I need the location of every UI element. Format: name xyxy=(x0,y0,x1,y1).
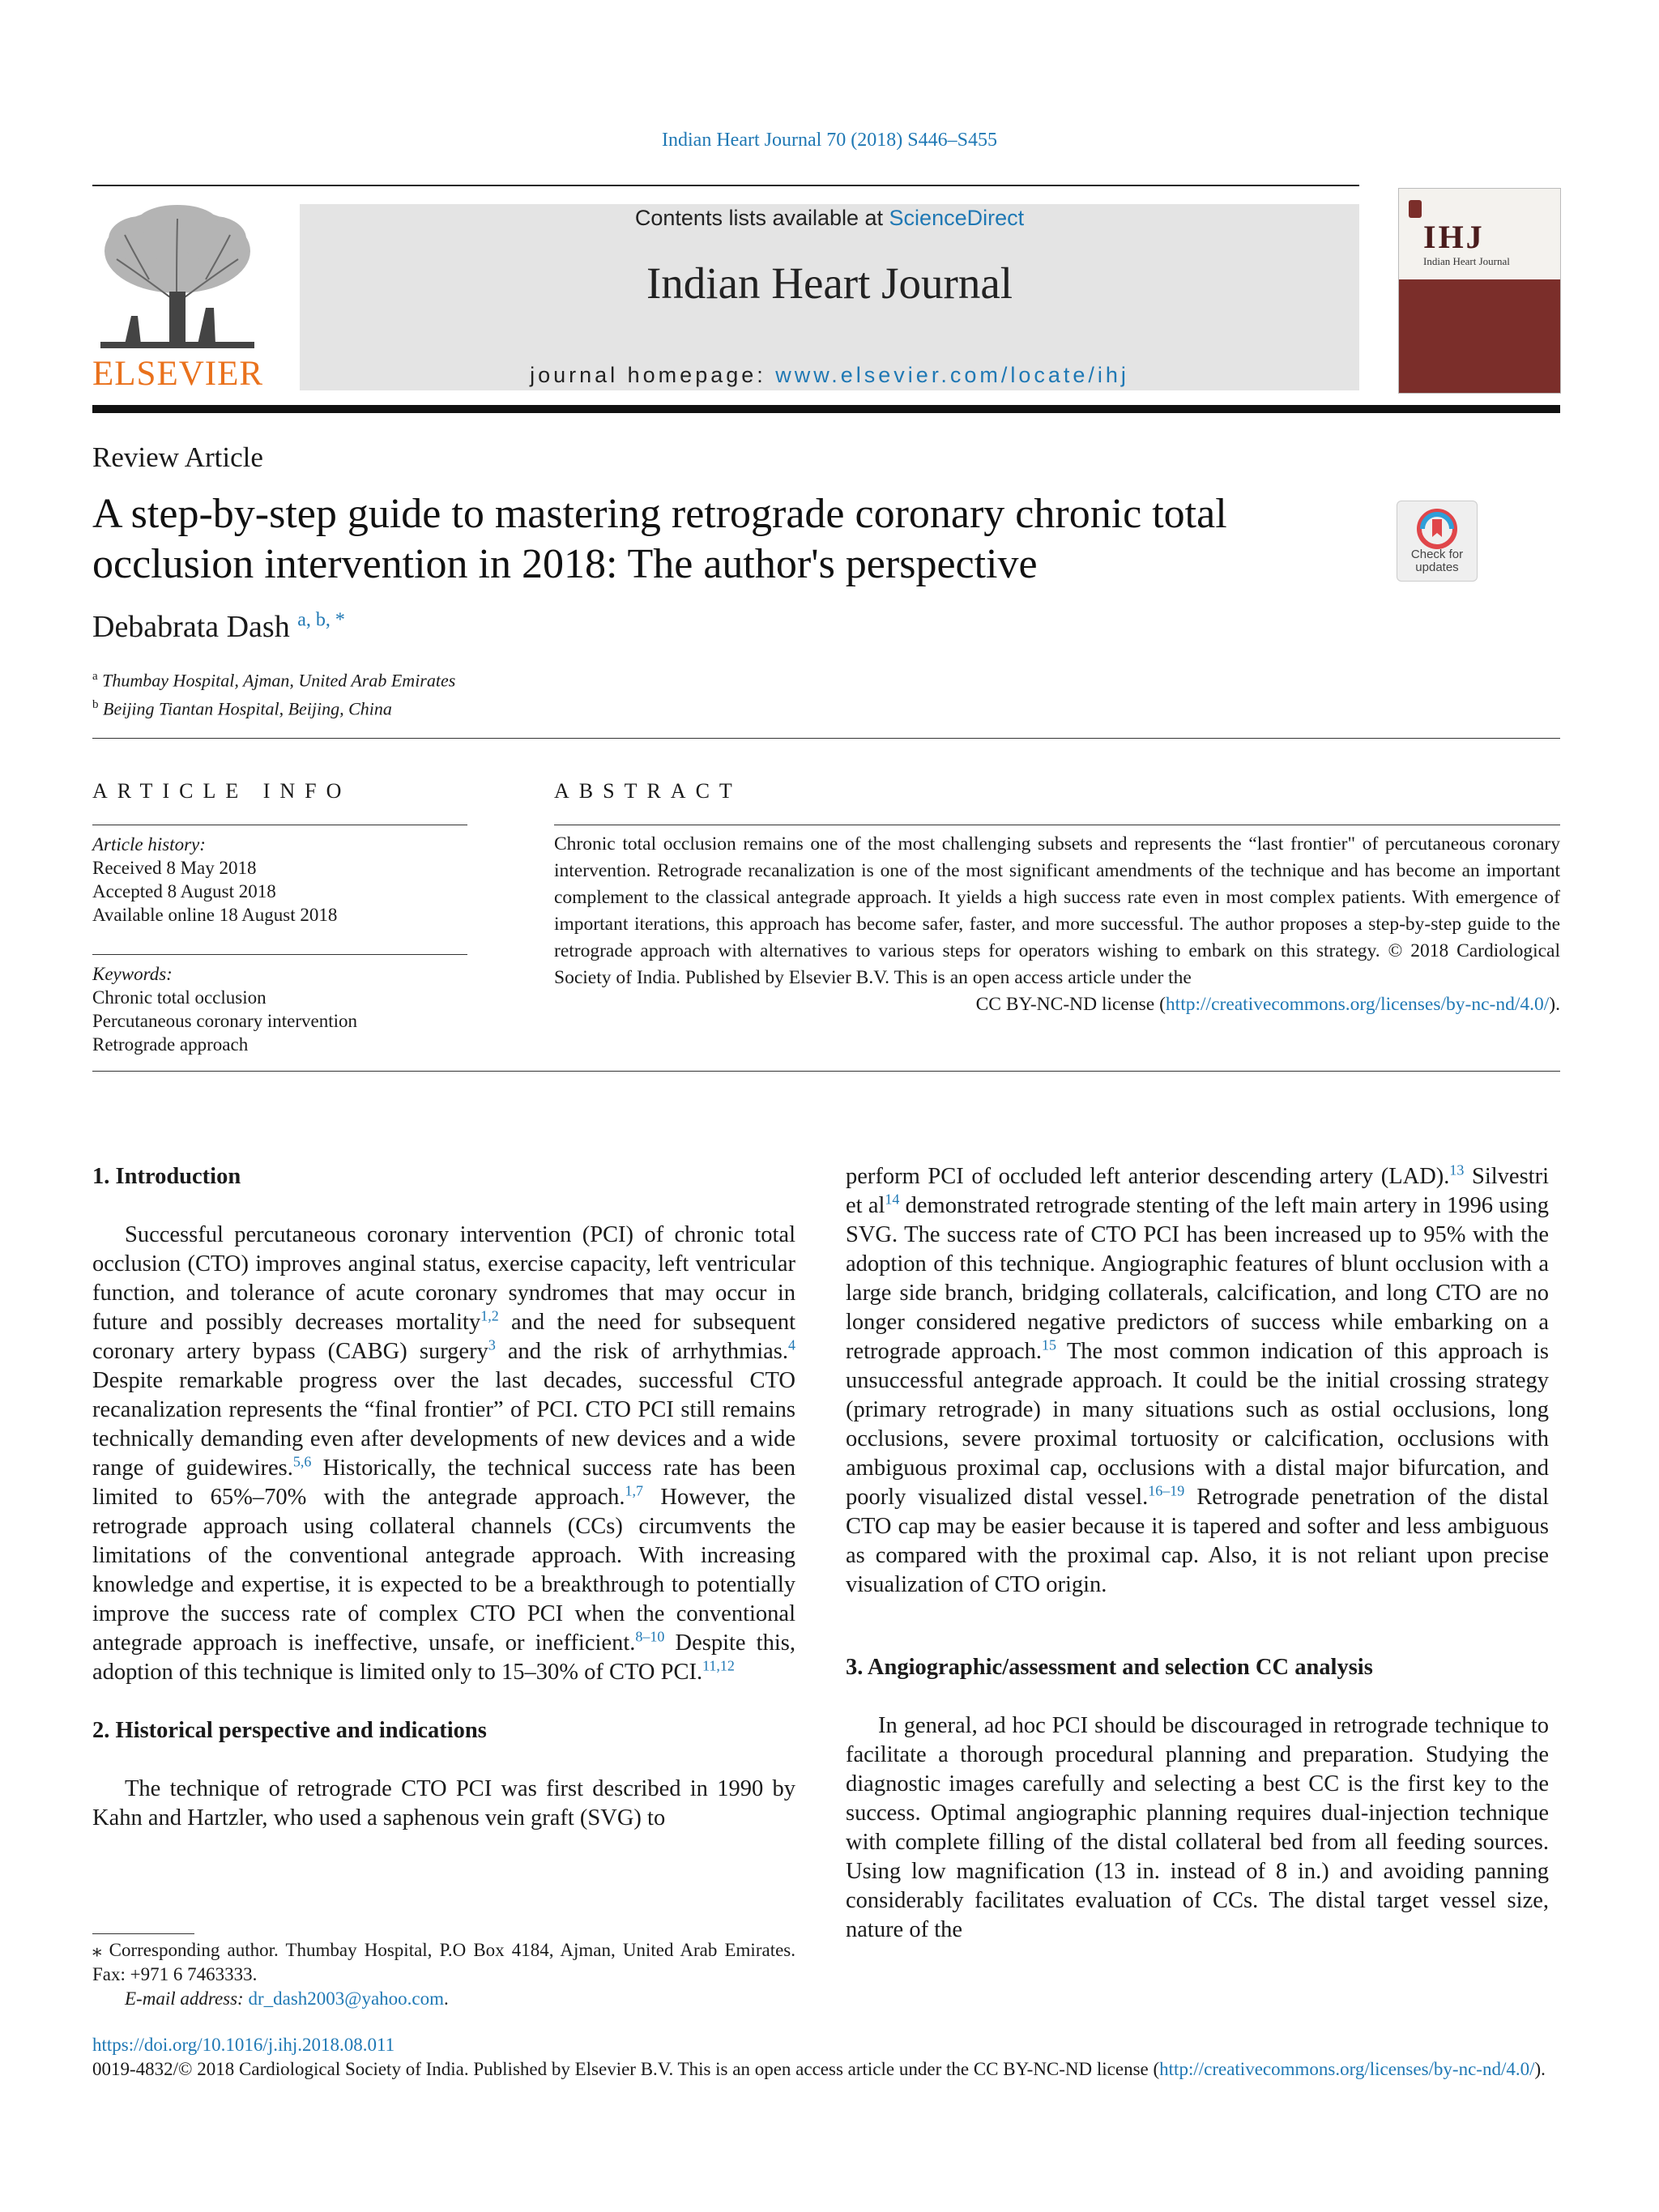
keywords-label: Keywords: xyxy=(92,964,173,984)
author-email-link[interactable]: dr_dash2003@yahoo.com xyxy=(248,1988,445,2009)
keyword-item: Retrograde approach xyxy=(92,1034,249,1055)
text-run: demonstrated retrograde stenting of the left main artery in 1996 using SVG. The success rate of CTO PCI has been increased up to 95% with the adoption of this technique. Angiographic features of blunt occlusion with a large side branch, bridging collaterals, calcification, and long CTO are no longer considered negative predictors of success while embarking on a retrograde approach. xyxy=(846,1193,1549,1364)
angiographic-paragraph: In general, ad hoc PCI should be discouraged in retrograde technique to facilitate a thorough procedural planning and preparation. Studying the diagnostic images carefully and selecting a best CC is the first key to the success. Optimal angiographic planning requires dual-injection technique with complete filling of the distal collateral bed from all feeding sources. Using low magnification (13 in. instead of 8 in.) and avoiding panning considerably facilitates evaluation of CCs. The distal target vessel size, nature of the xyxy=(846,1713,1549,1942)
text-run: and the need for subsequent coronary artery bypass (CABG) surgery xyxy=(92,1310,796,1364)
footnote-rule xyxy=(92,1933,194,1934)
abstract-license xyxy=(554,991,1560,1018)
article-history xyxy=(92,833,337,927)
journal-homepage-link[interactable]: www.elsevier.com/locate/ihj xyxy=(775,363,1129,387)
history-paragraph: The technique of retrograde CTO PCI was first described in 1990 by Kahn and Hartzler, who used a saphenous vein graft (SVG) to xyxy=(92,1776,795,1831)
corresponding-author-footnote xyxy=(92,1938,795,2011)
section-heading-history: 2. Historical perspective and indications xyxy=(92,1718,487,1743)
received-date: Received 8 May 2018 xyxy=(92,858,257,878)
author-name[interactable]: Debabrata Dash xyxy=(92,610,290,644)
citation-ref[interactable]: 5,6 xyxy=(292,1453,312,1470)
article-info-heading: ARTICLE INFO xyxy=(92,779,352,803)
online-date: Available online 18 August 2018 xyxy=(92,905,338,925)
abstract-copyright: © 2018 Cardiological Society of India. Published by Elsevier B.V. This is an open access article under the xyxy=(554,940,1560,988)
email-suffix: . xyxy=(444,1988,449,2009)
journal-name: Indian Heart Journal xyxy=(646,258,1013,308)
citation-ref[interactable]: 1,7 xyxy=(625,1482,644,1499)
keyword-item: Percutaneous coronary intervention xyxy=(92,1011,357,1031)
history-paragraph-continued xyxy=(846,1162,1549,1600)
abstract-heading: ABSTRACT xyxy=(554,779,742,803)
body-column-right xyxy=(846,1162,1549,1945)
citation-ref[interactable]: 16–19 xyxy=(1148,1482,1185,1499)
check-updates-label: Check for updates xyxy=(1410,548,1464,574)
author-marks[interactable]: a, b, * xyxy=(297,609,345,631)
citation-ref[interactable]: 11,12 xyxy=(702,1657,735,1674)
check-for-updates-button[interactable] xyxy=(1397,501,1478,582)
cover-subtitle: Indian Heart Journal xyxy=(1423,255,1510,267)
text-run: Despite this, adoption of this technique is limited only to 15–30% of CTO PCI. xyxy=(92,1630,795,1685)
text-run: Retrograde penetration of the distal CTO cap may be easier because it is tapered and softer and less ambiguous as compared with the proximal cap. Also, it is not reliant upon precise visualization of CTO origin. xyxy=(846,1485,1550,1597)
divider xyxy=(92,954,467,955)
section-heading-introduction: 1. Introduction xyxy=(92,1164,241,1189)
abstract-text: Chronic total occlusion remains one of the most challenging subsets and represents the “last frontier" of percutaneous coronary intervention. Retrograde recanalization is one of the most significant amendments of the technique and has become an important complement to the classical antegrade approach. It yields a high success rate even in most complex patients. With emergence of important iterations, this approach has become safer, faster, and more successful. The author proposes a step-by-step guide to the retrograde approach with alternatives to various steps for operators wishing to embark on this strategy. xyxy=(554,833,1560,961)
doi-link[interactable]: https://doi.org/10.1016/j.ihj.2018.08.011 xyxy=(92,2035,395,2055)
license-link[interactable]: http://creativecommons.org/licenses/by-nc-nd/4.0/ xyxy=(1165,994,1550,1015)
header-top-rule xyxy=(92,185,1359,186)
affiliation-b xyxy=(92,693,455,721)
cover-top xyxy=(1399,189,1560,279)
affiliation-text: Beijing Tiantan Hospital, Beijing, China xyxy=(103,698,392,719)
section-heading-angiographic: 3. Angiographic/assessment and selection CC analysis xyxy=(846,1655,1373,1680)
journal-homepage xyxy=(300,363,1359,388)
text-run: Successful percutaneous coronary intervention (PCI) of chronic total occlusion (CTO) improves anginal status, exercise capacity, left ventricular function, and tolerance of acute coronary syndromes that may occur in future and possibly decreases mortality xyxy=(92,1222,795,1335)
page-footer xyxy=(92,2033,1560,2082)
journal-banner xyxy=(300,204,1359,390)
body-column-left xyxy=(92,1162,795,1833)
corresponding-author-text: ⁎ Corresponding author. Thumbay Hospital, P.O Box 4184, Ajman, United Arab Emirates. Fax: +971 6 7463333. xyxy=(92,1940,795,1984)
text-run: The most common indication of this approach is unsuccessful antegrade approach. It could be the initial crossing strategy (primary retrograde) in many situations such as ostial occlusions, long occlusions, severe proximal tortuosity or calcification, occlusions with ambiguous proximal cap, occlusions with a distal major bifurcation, and poorly visualized distal vessel. xyxy=(846,1339,1550,1510)
divider xyxy=(92,1071,1560,1072)
introduction-paragraph xyxy=(92,1221,795,1687)
text-run: Despite remarkable progress over the last decades, successful CTO recanalization represents the “final frontier” of PCI. CTO PCI still remains technically demanding even after developments of new devices and a wide range of guidewires. xyxy=(92,1368,795,1481)
citation-ref[interactable]: 15 xyxy=(1042,1336,1056,1353)
email-line xyxy=(92,1987,795,2011)
contents-availability xyxy=(300,204,1359,232)
elsevier-tree-icon xyxy=(92,202,262,352)
divider xyxy=(92,738,1560,739)
journal-citation[interactable]: Indian Heart Journal 70 (2018) S446–S455 xyxy=(662,130,997,151)
elsevier-logo xyxy=(92,202,262,394)
homepage-prefix: journal homepage: xyxy=(530,363,776,387)
text-run: perform PCI of occluded left anterior descending artery (LAD). xyxy=(846,1164,1450,1189)
text-run: and the risk of arrhythmias. xyxy=(495,1339,788,1364)
license-prefix: CC BY-NC-ND license ( xyxy=(975,994,1166,1015)
accepted-date: Accepted 8 August 2018 xyxy=(92,881,276,901)
citation-ref[interactable]: 1,2 xyxy=(480,1307,499,1324)
keywords xyxy=(92,962,357,1056)
footer-license-link[interactable]: http://creativecommons.org/licenses/by-nc-nd/4.0/ xyxy=(1159,2059,1535,2079)
cover-bottom-band xyxy=(1399,279,1560,393)
citation-ref[interactable]: 3 xyxy=(488,1336,496,1353)
cover-badge-icon xyxy=(1409,200,1422,218)
history-label: Article history: xyxy=(92,834,206,855)
affiliation-a xyxy=(92,664,455,693)
text-run: However, the retrograde approach using collateral channels (CCs) circumvents the limitations of the conventional antegrade approach. With increasing knowledge and expertise, it is expected to be a breakthrough to potentially improve the success rate of complex CTO PCI when the conventional antegrade approach is ineffective, unsafe, or inefficient. xyxy=(92,1485,795,1656)
affiliation-text: Thumbay Hospital, Ajman, United Arab Emirates xyxy=(102,670,456,691)
journal-cover-thumbnail[interactable] xyxy=(1398,188,1561,394)
article-title: A step-by-step guide to mastering retrograde coronary chronic total occlusion intervention in 2018: The author's perspective xyxy=(92,491,1227,587)
citation-ref[interactable]: 8–10 xyxy=(635,1628,665,1645)
text-run: Silvestri et al xyxy=(846,1164,1549,1218)
contents-prefix: Contents lists available at xyxy=(634,206,889,230)
affiliation-mark: b xyxy=(92,698,99,712)
affiliations xyxy=(92,664,455,722)
citation-ref[interactable]: 14 xyxy=(885,1191,900,1208)
license-suffix: ). xyxy=(1534,2059,1546,2079)
keyword-item: Chronic total occlusion xyxy=(92,987,267,1008)
abstract-body xyxy=(554,831,1560,1018)
cover-title: IHJ xyxy=(1423,219,1485,255)
header-bottom-rule xyxy=(92,405,1560,413)
sciencedirect-link[interactable]: ScienceDirect xyxy=(889,206,1025,230)
issn-text: 0019-4832/© 2018 Cardiological Society of India. Published by Elsevier B.V. This is an open access article under the CC BY-NC-ND license ( xyxy=(92,2059,1160,2079)
elsevier-wordmark: ELSEVIER xyxy=(92,355,264,393)
citation-ref[interactable]: 4 xyxy=(788,1336,795,1353)
issn-license-line xyxy=(92,2057,1560,2082)
text-run: Historically, the technical success rate has been limited to 65%–70% with the antegrade approach. xyxy=(92,1455,795,1510)
email-label: E-mail address: xyxy=(125,1988,249,2009)
license-suffix: ). xyxy=(1549,994,1560,1015)
affiliation-mark: a xyxy=(92,670,98,683)
article-type: Review Article xyxy=(92,441,263,473)
citation-ref[interactable]: 13 xyxy=(1449,1161,1465,1178)
author-line xyxy=(92,609,345,645)
